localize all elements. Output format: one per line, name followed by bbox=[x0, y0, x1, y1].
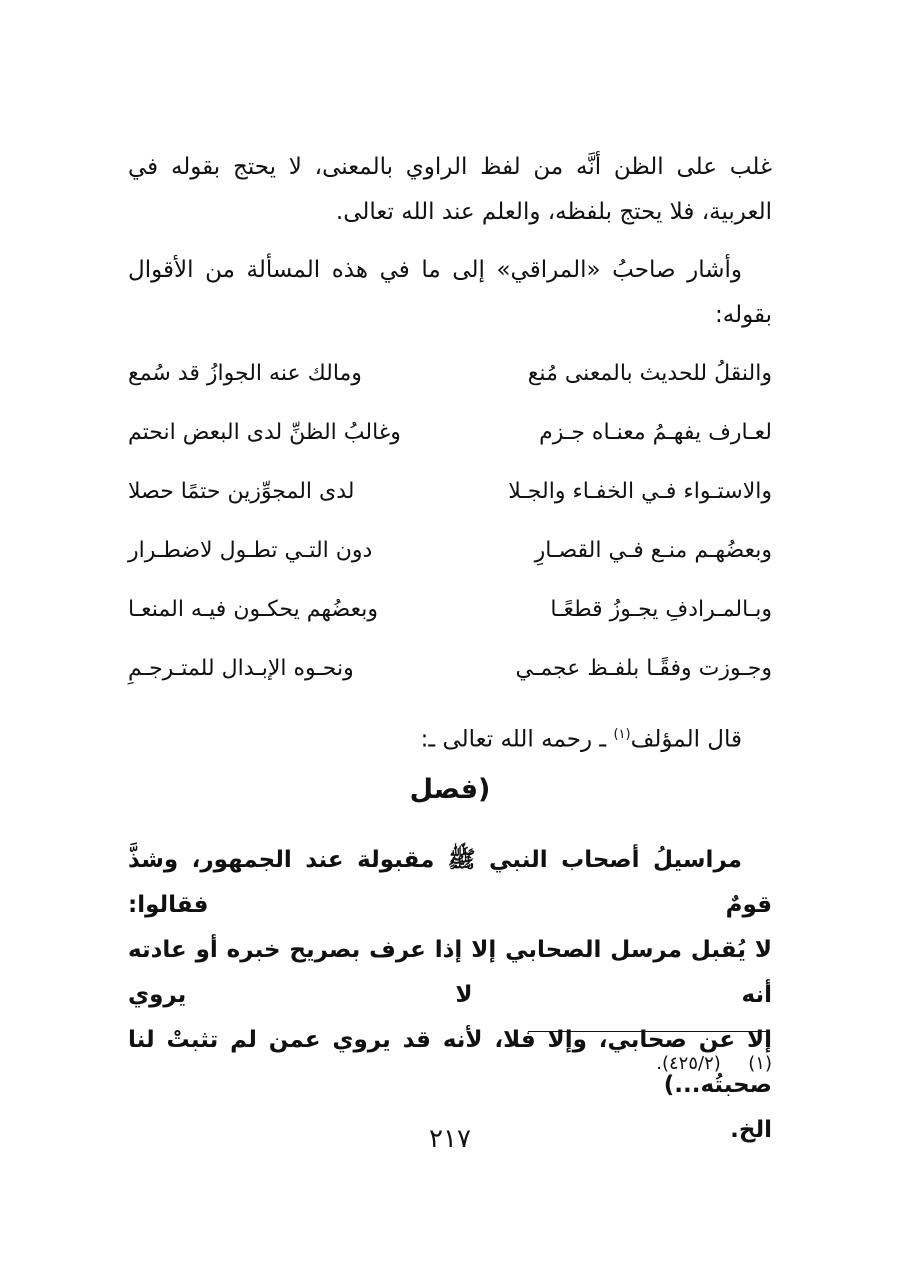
verse-row bbox=[128, 649, 772, 689]
bold-paragraph-line-2: لا يُقبل مرسل الصحابي إلا إذا عرف بصريح خبره أو عادته أنه لا يروي bbox=[128, 937, 772, 1008]
author-note-text: قال المؤلف bbox=[630, 726, 742, 753]
verse-first-hemistich: وبعضُهـم منـع فـي القصـارِ bbox=[534, 538, 772, 563]
verse-second-hemistich: ونحـوه الإبـدال للمتـرجـمِ bbox=[128, 656, 354, 681]
verse-second-hemistich: وبعضُهم يحكـون فيـه المنعـا bbox=[128, 597, 378, 622]
author-note bbox=[128, 712, 772, 763]
verse-row bbox=[128, 354, 772, 394]
verse-second-hemistich: دون التـي تطـول لاضطـرار bbox=[128, 538, 373, 563]
page-number: ٢١٧ bbox=[429, 1124, 471, 1154]
footnote-text: (٤٢٥/٢). bbox=[656, 1053, 721, 1074]
bold-paragraph-line-4: الخ. bbox=[730, 1117, 772, 1143]
paragraph-1 bbox=[128, 145, 772, 235]
paragraph-2-line-2: بقوله: bbox=[714, 302, 772, 328]
paragraph-2-line-1-text: وأشار صاحبُ «المراقي» إلى ما في هذه المسألة من الأقوال bbox=[128, 257, 742, 283]
footnote-reference[interactable]: (١) bbox=[613, 727, 631, 742]
verse-row bbox=[128, 590, 772, 630]
paragraph-2-line-1 bbox=[128, 248, 772, 293]
footnote-separator bbox=[528, 1031, 770, 1032]
bold-paragraph-line-1-text: مراسيلُ أصحاب النبي ﷺ مقبولة عند الجمهور، وشذَّ قومٌ فقالوا: bbox=[128, 847, 772, 918]
bold-paragraph bbox=[128, 838, 772, 1153]
author-note-suffix: ـ رحمه الله تعالى ـ: bbox=[420, 726, 614, 753]
footnote bbox=[656, 1053, 772, 1074]
verse-first-hemistich: وبـالمـرادفِ يجـوزُ قطعًـا bbox=[550, 597, 772, 622]
paragraph-2 bbox=[128, 248, 772, 338]
section-title: (فصل bbox=[409, 774, 491, 805]
footnote-label: (١) bbox=[748, 1053, 772, 1074]
verse-second-hemistich: لدى المجوِّزين حتمًا حصلا bbox=[128, 479, 355, 504]
verse-first-hemistich: لعـارف يفهـمُ معنـاه جـزم bbox=[539, 420, 772, 445]
verse-first-hemistich: وجـوزت وفقًـا بلفـظ عجمـي bbox=[515, 656, 772, 681]
bold-paragraph-line-1 bbox=[128, 838, 772, 928]
verse-first-hemistich: والاستـواء فـي الخفـاء والجـلا bbox=[508, 479, 772, 504]
paragraph-1-line-1: غلب على الظن أنَّه من لفظ الراوي بالمعنى، لا يحتج بقوله في bbox=[128, 154, 772, 180]
verse-first-hemistich: والنقلُ للحديث بالمعنى مُنع bbox=[527, 361, 772, 386]
verse-second-hemistich: ومالك عنه الجوازُ قد سُمع bbox=[128, 361, 362, 386]
verse-row bbox=[128, 531, 772, 571]
bold-paragraph-line-3: إلا عن صحابي، وإلا فلا، لأنه قد يروي عمن لم تثبتْ لنا صحبتُه...) bbox=[128, 1027, 772, 1098]
verse-row bbox=[128, 472, 772, 512]
verse-row bbox=[128, 413, 772, 453]
verse-second-hemistich: وغالبُ الظنِّ لدى البعض انحتم bbox=[128, 420, 401, 445]
paragraph-1-line-2: العربية، فلا يحتج بلفظه، والعلم عند الله تعالى. bbox=[335, 199, 772, 225]
